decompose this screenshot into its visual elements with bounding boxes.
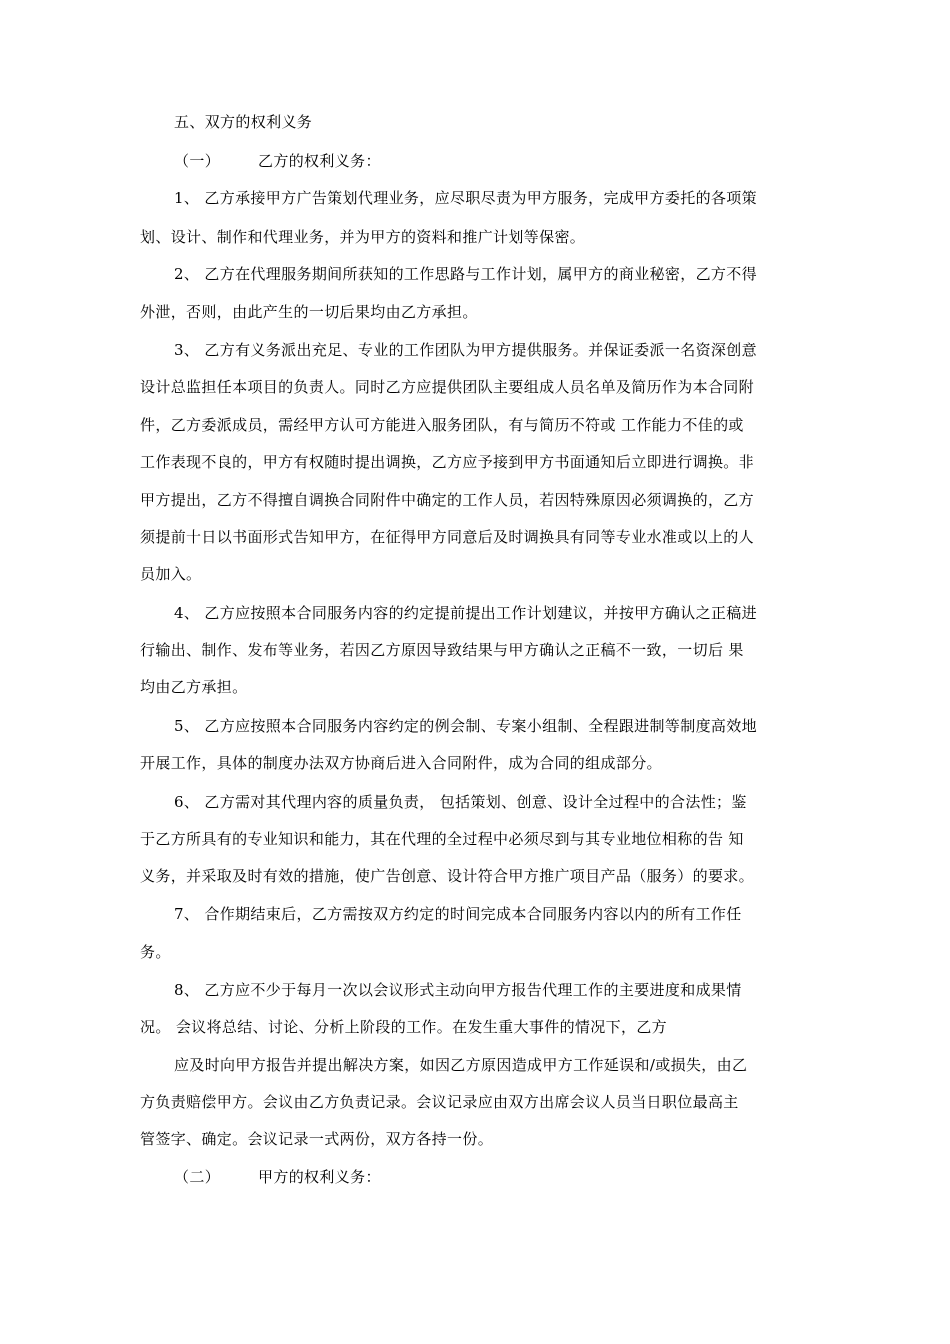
clause-1-line-1 bbox=[174, 188, 757, 208]
clause-number: 1、 bbox=[174, 189, 200, 207]
clause-8-para-line-2: 方负责赔偿甲方。会议由乙方负责记录。会议记录应由双方出席会议人员当日职位最高主 bbox=[140, 1093, 739, 1111]
clause-text: 乙方应按照本合同服务内容的约定提前提出工作计划建议，并按甲方确认之正稿进 bbox=[204, 604, 757, 622]
clause-8-para-line-3: 管签字、确定。会议记录一式两份，双方各持一份。 bbox=[140, 1130, 494, 1148]
clause-3-line-4: 工作表现不良的，甲方有权随时提出调换，乙方应予接到甲方书面通知后立即进行调换。非 bbox=[140, 453, 755, 471]
clause-text: 乙方应按照本合同服务内容约定的例会制、专案小组制、全程跟进制等制度高效地 bbox=[204, 717, 757, 735]
clause-7-line-1 bbox=[174, 904, 742, 924]
section-title: 五、双方的权利义务 bbox=[174, 113, 313, 131]
subsection-label: 甲方的权利义务： bbox=[258, 1168, 381, 1186]
clause-text: 乙方有义务派出充足、专业的工作团队为甲方提供服务。并保证委派一名资深创意 bbox=[204, 341, 757, 359]
clause-3-line-3: 件，乙方委派成员，需经甲方认可方能进入服务团队，有与简历不符或 工作能力不佳的或 bbox=[140, 416, 744, 434]
clause-text: 乙方在代理服务期间所获知的工作思路与工作计划，属甲方的商业秘密，乙方不得 bbox=[204, 265, 757, 283]
clause-5-line-2: 开展工作，具体的制度办法双方协商后进入合同附件，成为合同的组成部分。 bbox=[140, 754, 662, 772]
clause-text: 合作期结束后，乙方需按双方约定的时间完成本合同服务内容以内的所有工作任 bbox=[204, 905, 742, 923]
clause-number: 3、 bbox=[174, 341, 200, 359]
clause-8-line-1 bbox=[174, 980, 742, 1000]
clause-text: 乙方应不少于每月一次以会议形式主动向甲方报告代理工作的主要进度和成果情 bbox=[204, 981, 742, 999]
clause-4-line-2: 行输出、制作、发布等业务，若因乙方原因导致结果与甲方确认之正稿不一致，一切后 果 bbox=[140, 641, 744, 659]
clause-number: 6、 bbox=[174, 793, 200, 811]
clause-number: 8、 bbox=[174, 981, 200, 999]
clause-7-line-2: 务。 bbox=[140, 943, 171, 961]
clause-8-line-2: 况。 会议将总结、讨论、分析上阶段的工作。在发生重大事件的情况下，乙方 bbox=[140, 1018, 668, 1036]
clause-3-line-5: 甲方提出，乙方不得擅自调换合同附件中确定的工作人员，若因特殊原因必须调换的，乙方 bbox=[140, 491, 755, 509]
clause-text: 乙方承接甲方广告策划代理业务，应尽职尽责为甲方服务，完成甲方委托的各项策 bbox=[204, 189, 757, 207]
clause-text: 乙方需对其代理内容的质量负责， 包括策划、创意、设计全过程中的合法性；鉴 bbox=[204, 793, 747, 811]
clause-3-line-2: 设计总监担任本项目的负责人。同时乙方应提供团队主要组成人员名单及简历作为本合同附 bbox=[140, 378, 755, 396]
clause-number: 7、 bbox=[174, 905, 200, 923]
clause-5-line-1 bbox=[174, 716, 757, 736]
clause-3-line-1 bbox=[174, 340, 757, 360]
clause-4-line-3: 均由乙方承担。 bbox=[140, 678, 248, 696]
clause-6-line-2: 于乙方所具有的专业知识和能力，其在代理的全过程中必须尽到与其专业地位相称的告 知 bbox=[140, 830, 744, 848]
clause-2-line-1 bbox=[174, 264, 757, 284]
clause-number: 5、 bbox=[174, 717, 200, 735]
clause-2-line-2: 外泄，否则，由此产生的一切后果均由乙方承担。 bbox=[140, 303, 478, 321]
subsection-number: （一） bbox=[174, 152, 221, 170]
subsection-title-2 bbox=[174, 1167, 381, 1187]
clause-number: 2、 bbox=[174, 265, 200, 283]
subsection-title-1 bbox=[174, 151, 381, 171]
subsection-number: （二） bbox=[174, 1168, 221, 1186]
clause-3-line-7: 员加入。 bbox=[140, 565, 202, 583]
clause-8-para-line-1: 应及时向甲方报告并提出解决方案，如因乙方原因造成甲方工作延误和/或损失，由乙 bbox=[174, 1056, 748, 1074]
clause-4-line-1 bbox=[174, 603, 757, 623]
clause-1-line-2: 划、设计、制作和代理业务，并为甲方的资料和推广计划等保密。 bbox=[140, 228, 586, 246]
subsection-label: 乙方的权利义务： bbox=[258, 152, 381, 170]
clause-number: 4、 bbox=[174, 604, 200, 622]
clause-6-line-3: 义务，并采取及时有效的措施，使广告创意、设计符合甲方推广项目产品（服务）的要求。 bbox=[140, 867, 755, 885]
clause-6-line-1 bbox=[174, 792, 747, 812]
clause-3-line-6: 须提前十日以书面形式告知甲方，在征得甲方同意后及时调换具有同等专业水准或以上的人 bbox=[140, 528, 755, 546]
